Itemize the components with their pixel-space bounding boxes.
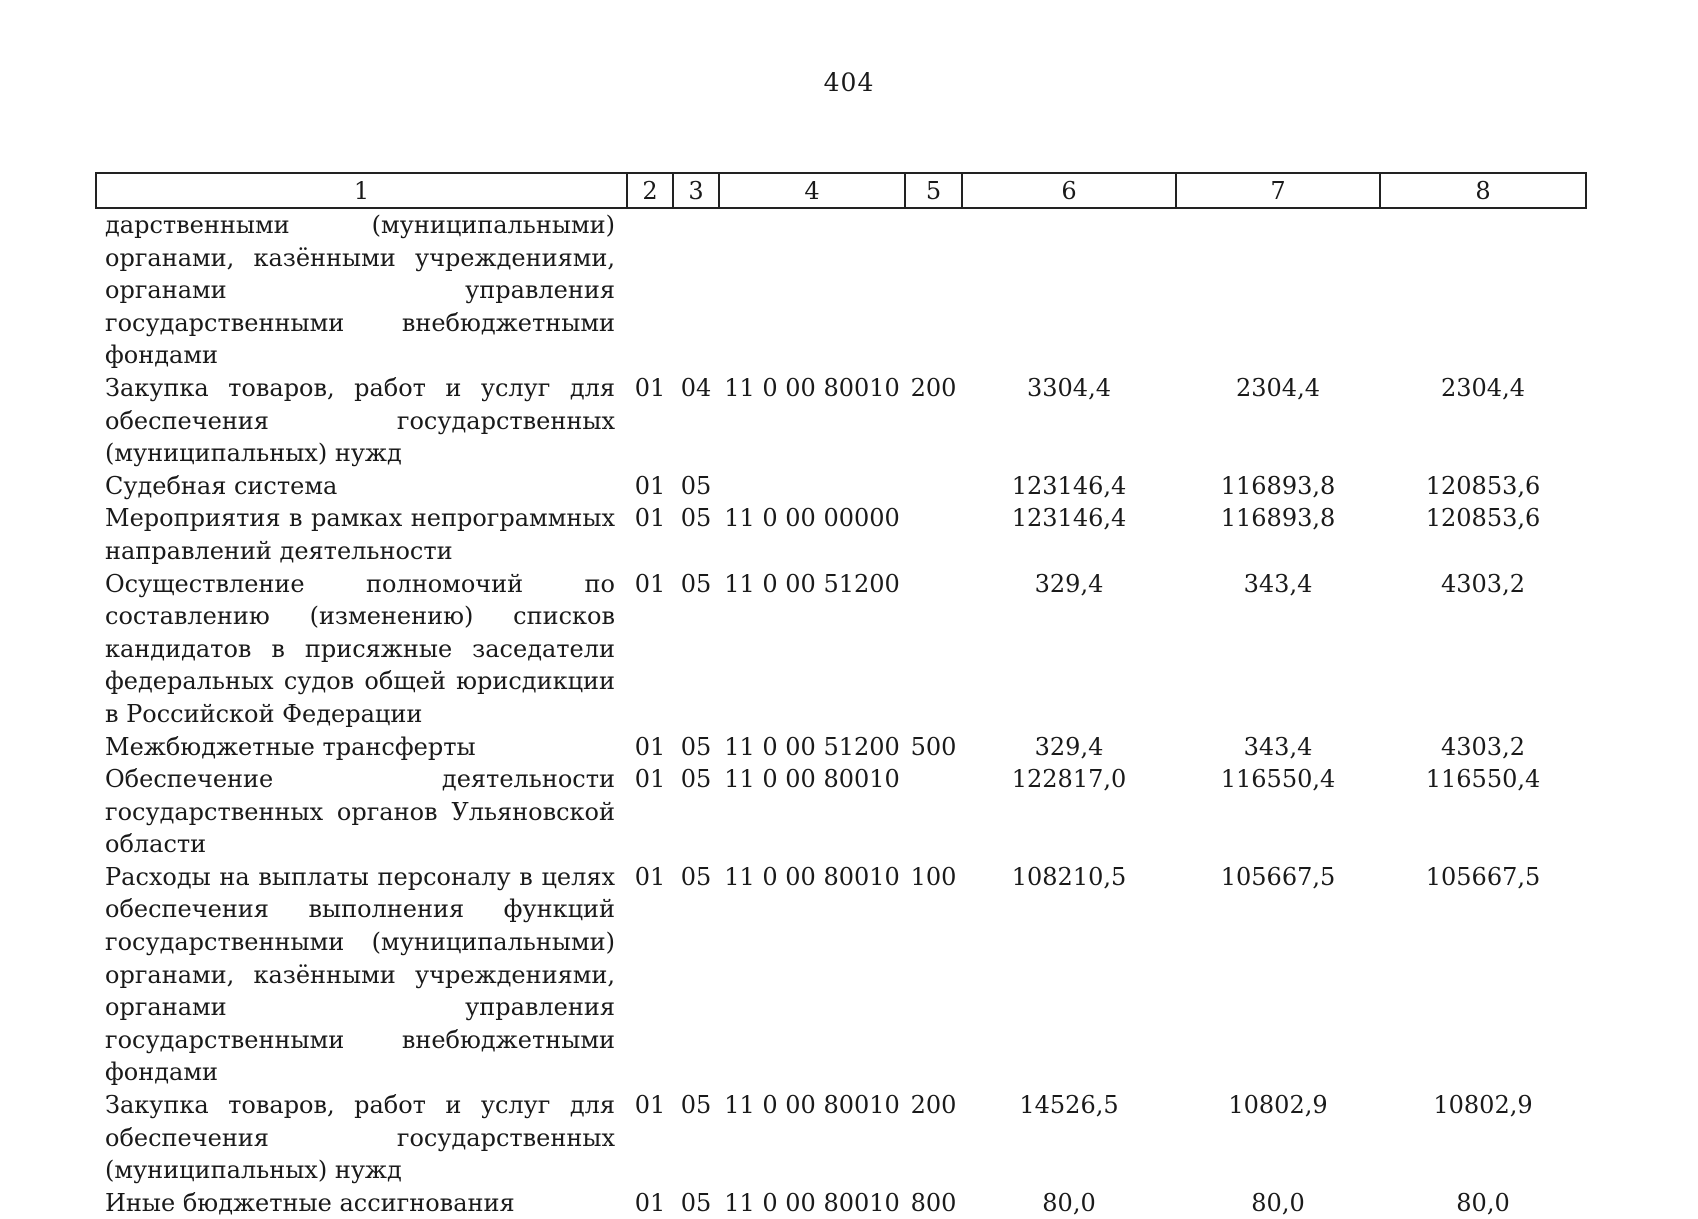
table-row bbox=[96, 1089, 1586, 1187]
row-value-col6: 123146,4 bbox=[1011, 504, 1127, 533]
row-expense-type bbox=[905, 208, 962, 372]
row-expense-type bbox=[905, 763, 962, 861]
header-col-4: 4 bbox=[719, 173, 905, 208]
row-chapter: 01 bbox=[634, 765, 666, 794]
table-row bbox=[96, 861, 1586, 1089]
table-row bbox=[96, 731, 1586, 764]
table-row bbox=[96, 763, 1586, 861]
row-subsection: 05 bbox=[680, 569, 712, 598]
row-target-article: 11 0 00 80010 bbox=[724, 862, 900, 891]
row-value-col8: 4303,2 bbox=[1441, 569, 1525, 598]
row-subsection bbox=[673, 208, 719, 372]
row-value-col8: 120853,6 bbox=[1425, 471, 1541, 500]
row-chapter: 01 bbox=[634, 471, 666, 500]
row-target-article: 11 0 00 80010 bbox=[724, 373, 900, 402]
row-value-col7: 10802,9 bbox=[1228, 1091, 1328, 1120]
row-chapter: 01 bbox=[634, 504, 666, 533]
row-subsection: 05 bbox=[680, 732, 712, 761]
row-value-col7: 116550,4 bbox=[1220, 765, 1336, 794]
table-row bbox=[96, 568, 1586, 731]
row-value-col6: 123146,4 bbox=[1011, 471, 1127, 500]
row-name: Закупка товаров, работ и услуг для обеспечения государственных (муниципальных) нужд bbox=[105, 1091, 615, 1185]
row-subsection: 05 bbox=[680, 1188, 712, 1217]
header-col-8: 8 bbox=[1380, 173, 1586, 208]
row-target-article: 11 0 00 51200 bbox=[724, 569, 900, 598]
row-chapter: 01 bbox=[634, 1091, 666, 1120]
header-col-7: 7 bbox=[1176, 173, 1380, 208]
row-subsection: 05 bbox=[680, 765, 712, 794]
row-name: Закупка товаров, работ и услуг для обеспечения государственных (муниципальных) нужд bbox=[105, 373, 615, 468]
row-subsection: 05 bbox=[680, 1091, 712, 1120]
header-col-5: 5 bbox=[905, 173, 962, 208]
row-value-col6: 122817,0 bbox=[1011, 765, 1127, 794]
row-name: Обеспечение деятельности государственных органов Ульяновской области bbox=[105, 765, 615, 859]
row-value-col7: 116893,8 bbox=[1220, 471, 1336, 500]
row-target-article bbox=[719, 208, 905, 372]
header-col-3: 3 bbox=[673, 173, 719, 208]
row-value-col8: 10802,9 bbox=[1433, 1091, 1533, 1120]
table-row bbox=[96, 470, 1586, 503]
table-row bbox=[96, 372, 1586, 470]
row-value-col6: 80,0 bbox=[1042, 1188, 1096, 1217]
table-row bbox=[96, 502, 1586, 567]
row-value-col6: 3304,4 bbox=[1027, 373, 1111, 402]
row-target-article: 11 0 00 51200 bbox=[724, 732, 900, 761]
row-value-col8: 2304,4 bbox=[1441, 373, 1525, 402]
row-name: дарственными (муниципальными) органами, казёнными учреждениями, органами управления государственными внебюджетными фондами bbox=[105, 211, 615, 370]
row-value-col7: 343,4 bbox=[1243, 569, 1313, 598]
row-chapter: 01 bbox=[634, 569, 666, 598]
row-value-col6 bbox=[962, 208, 1176, 372]
row-value-col6: 329,4 bbox=[1034, 569, 1104, 598]
row-name: Мероприятия в рамках непрограммных направлений деятельности bbox=[105, 504, 615, 565]
row-value-col8 bbox=[1380, 208, 1586, 372]
header-row bbox=[96, 173, 1586, 208]
page-number: 404 bbox=[823, 68, 875, 97]
row-subsection: 05 bbox=[680, 471, 712, 500]
row-name: Осуществление полномочий по составлению (изменению) списков кандидатов в присяжные заседатели федеральных судов общей юрисдикции в Российской Федерации bbox=[105, 569, 615, 728]
row-name: Расходы на выплаты персоналу в целях обеспечения выполнения функций государственными (муниципальными) органами, казёнными учреждениями, органами управления государственными внебюджетными фондами bbox=[105, 862, 615, 1087]
row-chapter: 01 bbox=[634, 1188, 666, 1217]
row-subsection: 05 bbox=[680, 504, 712, 533]
row-expense-type bbox=[905, 470, 962, 503]
header-col-6: 6 bbox=[962, 173, 1176, 208]
header-col-1: 1 bbox=[96, 173, 627, 208]
row-value-col8: 105667,5 bbox=[1425, 862, 1541, 891]
row-value-col7: 105667,5 bbox=[1220, 862, 1336, 891]
table-row bbox=[96, 208, 1586, 372]
row-expense-type: 500 bbox=[910, 732, 957, 761]
row-expense-type: 200 bbox=[910, 1091, 957, 1120]
row-value-col7: 343,4 bbox=[1243, 732, 1313, 761]
row-target-article: 11 0 00 80010 bbox=[724, 1091, 900, 1120]
row-chapter: 01 bbox=[634, 862, 666, 891]
row-expense-type bbox=[905, 568, 962, 731]
row-expense-type: 800 bbox=[910, 1188, 957, 1217]
row-target-article: 11 0 00 80010 bbox=[724, 765, 900, 794]
row-chapter: 01 bbox=[634, 732, 666, 761]
row-name: Межбюджетные трансферты bbox=[105, 732, 476, 761]
row-value-col8: 120853,6 bbox=[1425, 504, 1541, 533]
row-name: Иные бюджетные ассигнования bbox=[105, 1188, 515, 1217]
row-value-col7: 80,0 bbox=[1251, 1188, 1305, 1217]
row-expense-type: 100 bbox=[910, 862, 957, 891]
header-col-2: 2 bbox=[627, 173, 673, 208]
row-value-col6: 14526,5 bbox=[1019, 1091, 1119, 1120]
row-subsection: 04 bbox=[680, 373, 712, 402]
table-header bbox=[96, 173, 1586, 208]
row-target-article bbox=[719, 470, 905, 503]
row-target-article: 11 0 00 00000 bbox=[724, 504, 900, 533]
row-name: Судебная система bbox=[105, 471, 338, 500]
row-value-col6: 329,4 bbox=[1034, 732, 1104, 761]
row-value-col8: 116550,4 bbox=[1425, 765, 1541, 794]
row-value-col7: 2304,4 bbox=[1236, 373, 1320, 402]
row-value-col6: 108210,5 bbox=[1011, 862, 1127, 891]
row-value-col7: 116893,8 bbox=[1220, 504, 1336, 533]
row-target-article: 11 0 00 80010 bbox=[724, 1188, 900, 1217]
row-expense-type: 200 bbox=[910, 373, 957, 402]
row-subsection: 05 bbox=[680, 862, 712, 891]
row-chapter bbox=[627, 208, 673, 372]
table-row bbox=[96, 1187, 1586, 1219]
row-value-col8: 4303,2 bbox=[1441, 732, 1525, 761]
row-value-col8: 80,0 bbox=[1456, 1188, 1510, 1217]
table-body bbox=[96, 208, 1586, 1219]
row-expense-type bbox=[905, 502, 962, 567]
budget-table bbox=[95, 172, 1587, 1219]
row-chapter: 01 bbox=[634, 373, 666, 402]
row-value-col7 bbox=[1176, 208, 1380, 372]
